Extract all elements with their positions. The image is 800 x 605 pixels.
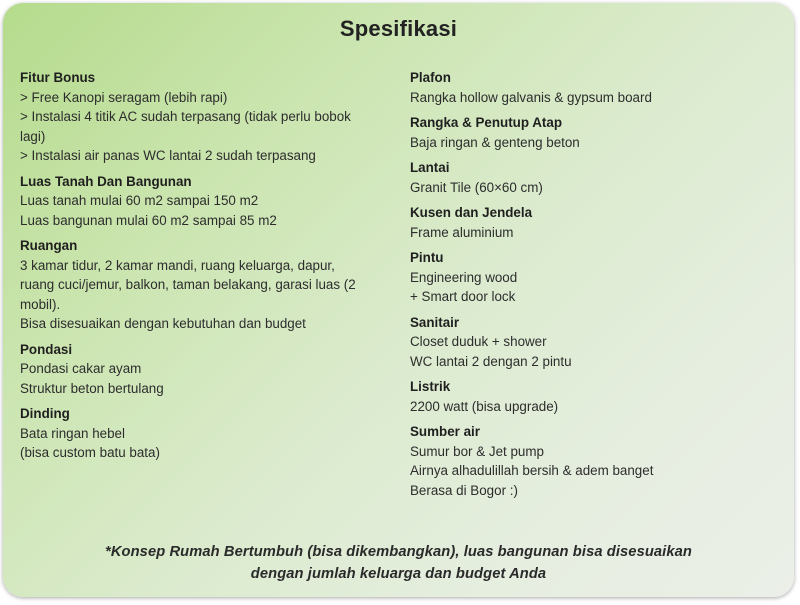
spec-line: > Instalasi air panas WC lantai 2 sudah terpasang	[20, 148, 316, 163]
spec-column-left	[20, 68, 382, 469]
spec-line: Sumur bor & Jet pump	[410, 443, 544, 459]
spec-heading: Listrik	[410, 379, 451, 394]
spec-line: Engineering wood	[410, 269, 518, 285]
spec-section	[410, 313, 780, 372]
footnote	[3, 541, 794, 585]
spec-column-right	[410, 68, 780, 506]
spec-line: > Free Kanopi seragam (lebih rapi)	[20, 89, 228, 105]
spec-line: Baja ringan & genteng beton	[410, 134, 580, 150]
spec-section	[20, 340, 382, 399]
spec-heading: Pintu	[410, 250, 444, 265]
spec-line: 3 kamar tidur, 2 kamar mandi, ruang keluarga, dapur,	[20, 257, 335, 273]
spec-section	[410, 158, 780, 197]
spec-heading: Kusen dan Jendela	[410, 205, 533, 220]
spec-section	[410, 68, 780, 107]
spec-line: Bata ringan hebel	[20, 425, 125, 441]
spec-line: Airnya alhadulillah bersih & adem banget	[410, 463, 654, 478]
spec-heading: Pondasi	[20, 341, 73, 357]
spec-heading: Sumber air	[410, 424, 480, 439]
spec-line: Pondasi cakar ayam	[20, 361, 142, 376]
spec-line: Luas tanah mulai 60 m2 sampai 150 m2	[20, 193, 259, 208]
spec-heading: Sanitair	[410, 314, 460, 330]
spec-line: > Instalasi 4 titik AC sudah terpasang (tidak perlu bobok	[20, 109, 351, 124]
spec-section	[410, 248, 780, 307]
spec-line: Berasa di Bogor :)	[410, 482, 518, 498]
page-title: Spesifikasi	[339, 16, 458, 41]
spec-section	[20, 236, 382, 334]
spec-line: mobil).	[20, 296, 61, 312]
footnote-line: *Konsep Rumah Bertumbuh (bisa dikembangkan), luas bangunan bisa disesuaikan	[105, 544, 692, 560]
spec-line: Rangka hollow galvanis & gypsum board	[410, 89, 652, 105]
spec-card	[3, 3, 794, 597]
spec-line: Luas bangunan mulai 60 m2 sampai 85 m2	[20, 212, 277, 228]
spec-heading: Rangka & Penutup Atap	[410, 115, 563, 130]
spec-section	[410, 203, 780, 242]
spec-line: Granit Tile (60×60 cm)	[410, 179, 543, 195]
spec-line: ruang cuci/jemur, balkon, taman belakang, garasi luas (2	[20, 277, 356, 292]
spec-line: + Smart door lock	[410, 289, 516, 304]
spec-section	[410, 113, 780, 152]
footnote-line: dengan jumlah keluarga dan budget Anda	[250, 566, 547, 582]
spec-heading: Lantai	[410, 160, 450, 175]
spec-line: Bisa disesuaikan dengan kebutuhan dan budget	[20, 316, 306, 331]
spec-section	[20, 68, 382, 166]
spec-heading: Ruangan	[20, 238, 78, 253]
spec-line: lagi)	[20, 128, 46, 144]
spec-section	[20, 172, 382, 231]
spec-line: Frame aluminium	[410, 224, 514, 240]
spec-section	[410, 377, 780, 416]
spec-heading: Luas Tanah Dan Bangunan	[20, 173, 192, 189]
spec-line: Closet duduk + shower	[410, 334, 547, 349]
spec-line: Struktur beton bertulang	[20, 380, 164, 396]
spec-line: WC lantai 2 dengan 2 pintu	[410, 353, 572, 369]
spec-line: 2200 watt (bisa upgrade)	[410, 398, 559, 414]
spec-section	[410, 422, 780, 500]
spec-heading: Fitur Bonus	[20, 70, 96, 85]
spec-section	[20, 404, 382, 463]
spec-heading: Plafon	[410, 70, 451, 85]
spec-line: (bisa custom batu bata)	[20, 445, 160, 460]
spec-heading: Dinding	[20, 406, 70, 421]
